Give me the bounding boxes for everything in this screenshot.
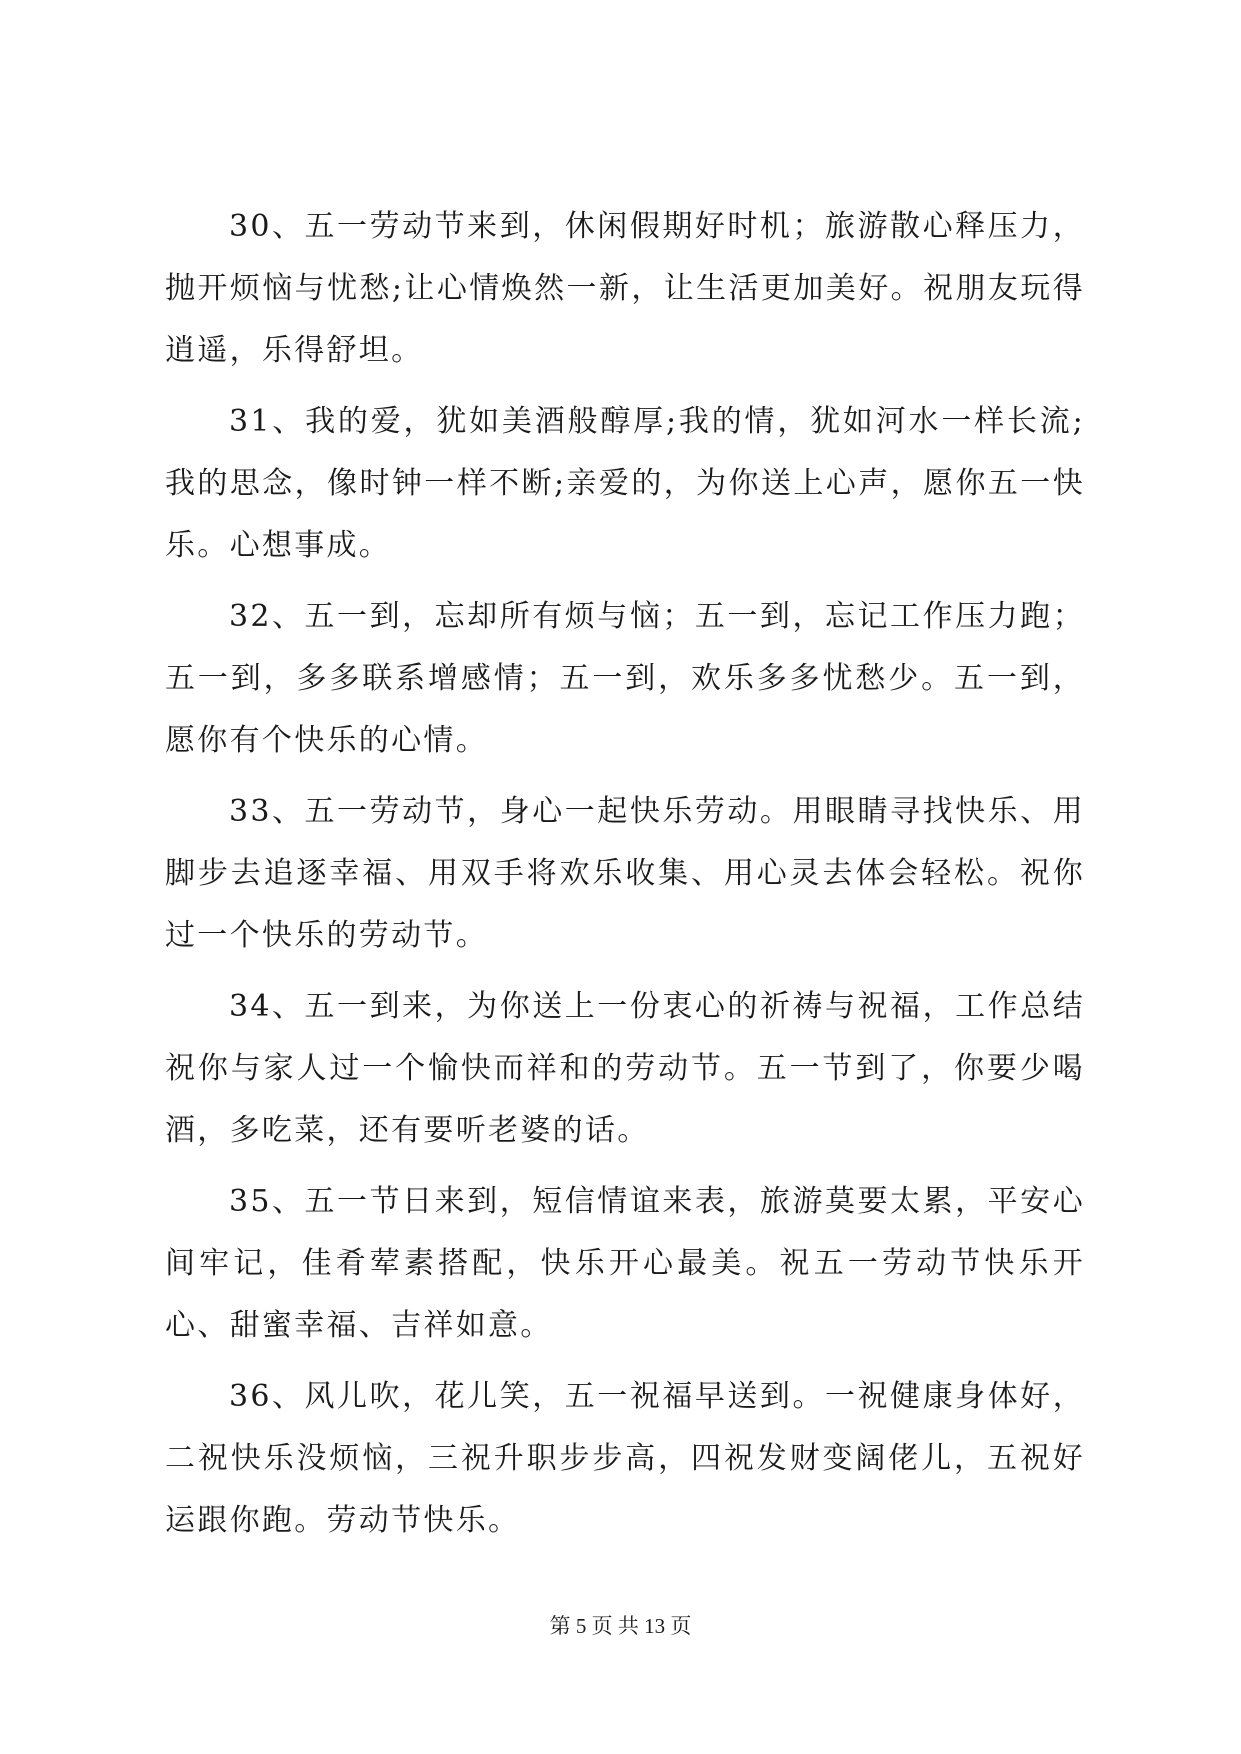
paragraph-36: 36、风儿吹，花儿笑，五一祝福早送到。一祝健康身体好，二祝快乐没烦恼，三祝升职步步高，四祝发财变阔佬儿，五祝好运跟你跑。劳动节快乐。 <box>165 1379 1085 1538</box>
paragraph-32: 32、五一到，忘却所有烦与恼；五一到，忘记工作压力跑；五一到，多多联系增感情；五一到，欢乐多多忧愁少。五一到，愿你有个快乐的心情。 <box>165 599 1085 758</box>
paragraph-30: 30、五一劳动节来到，休闲假期好时机；旅游散心释压力，抛开烦恼与忧愁;让心情焕然一新，让生活更加美好。祝朋友玩得逍遥，乐得舒坦。 <box>165 209 1085 368</box>
paragraph-35: 35、五一节日来到，短信情谊来表，旅游莫要太累，平安心间牢记，佳肴荤素搭配，快乐开心最美。祝五一劳动节快乐开心、甜蜜幸福、吉祥如意。 <box>165 1184 1085 1343</box>
paragraph-33: 33、五一劳动节，身心一起快乐劳动。用眼睛寻找快乐、用脚步去追逐幸福、用双手将欢乐收集、用心灵去体会轻松。祝你过一个快乐的劳动节。 <box>165 794 1085 953</box>
paragraph-31: 31、我的爱，犹如美酒般醇厚;我的情，犹如河水一样长流;我的思念，像时钟一样不断;亲爱的，为你送上心声，愿你五一快乐。心想事成。 <box>165 404 1085 563</box>
page-footer <box>0 1612 1241 1640</box>
paragraph-34: 34、五一到来，为你送上一份衷心的祈祷与祝福，工作总结祝你与家人过一个愉快而祥和的劳动节。五一节到了，你要少喝酒，多吃菜，还有要听老婆的话。 <box>165 989 1085 1148</box>
document-body <box>165 196 1085 1561</box>
page-number-label: 第 5 页 共 13 页 <box>549 1614 692 1638</box>
